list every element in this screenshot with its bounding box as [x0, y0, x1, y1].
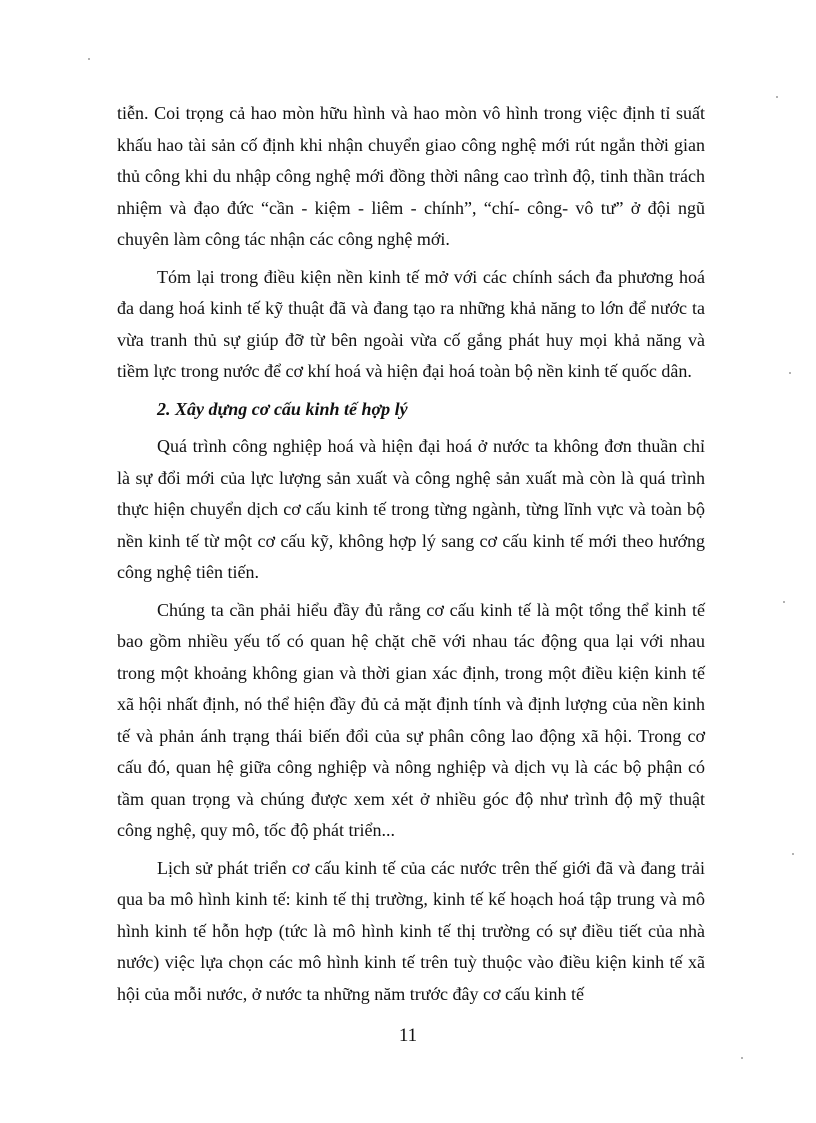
paragraph-continued: tiễn. Coi trọng cả hao mòn hữu hình và hao mòn vô hình trong việc định tỉ suất khấu hao tài sản cố định khi nhận chuyển giao công nghệ mới rút ngắn thời gian thủ công khi du nhập công nghệ mới đồng thời nâng cao trình độ, tinh thần trách nhiệm và đạo đức “cần - kiệm - liêm - chính”, “chí- công- vô tư” ở đội ngũ chuyên làm công tác nhận các công nghệ mới.	[117, 103, 705, 249]
page-number: 11	[398, 1025, 418, 1046]
scan-speck	[88, 58, 90, 60]
scan-speck	[783, 601, 785, 603]
scan-speck	[776, 96, 778, 98]
section-heading: 2. Xây dựng cơ cấu kinh tế hợp lý	[157, 398, 408, 419]
scan-speck	[741, 1057, 743, 1059]
paragraph-industrialization: Quá trình công nghiệp hoá và hiện đại hoá ở nước ta không đơn thuần chỉ là sự đổi mới của lực lượng sản xuất và công nghệ sản xuất mà còn là quá trình thực hiện chuyển dịch cơ cấu kinh tế trong từng ngành, từng lĩnh vực và toàn bộ nền kinh tế từ một cơ cấu kỹ, không hợp lý sang cơ cấu kinh tế mới theo hướng công nghệ tiên tiến.	[117, 436, 705, 582]
paragraph-economic-structure: Chúng ta cần phải hiểu đầy đủ rằng cơ cấu kinh tế là một tổng thể kinh tế bao gồm nhiều yếu tố có quan hệ chặt chẽ với nhau tác động qua lại với nhau trong một khoảng không gian và thời gian xác định, trong một điều kiện kinh tế xã hội nhất định, nó thể hiện đầy đủ cả mặt định tính và định lượng của nền kinh tế và phản ánh trạng thái biến đổi của sự phân công lao động xã hội. Trong cơ cấu đó, quan hệ giữa công nghiệp và nông nghiệp và dịch vụ là các bộ phận có tầm quan trọng và chúng được xem xét ở nhiều góc độ như trình độ mỹ thuật công nghệ, quy mô, tốc độ phát triển...	[117, 599, 705, 840]
scan-speck	[789, 372, 791, 374]
paragraph-summary: Tóm lại trong điều kiện nền kinh tế mở với các chính sách đa phương hoá đa dang hoá kinh tế kỹ thuật đã và đang tạo ra những khả năng to lớn để nước ta vừa tranh thủ sự giúp đỡ từ bên ngoài vừa cố gắng phát huy mọi khả năng và tiềm lực trong nước để cơ khí hoá và hiện đại hoá toàn bộ nền kinh tế quốc dân.	[117, 266, 705, 381]
body-text	[117, 98, 705, 1016]
scan-speck	[792, 853, 794, 855]
paragraph-history: Lịch sử phát triển cơ cấu kinh tế của các nước trên thế giới đã và đang trải qua ba mô hình kinh tế: kinh tế thị trường, kinh tế kế hoạch hoá tập trung và mô hình kinh tế hỗn hợp (tức là mô hình kinh tế thị trường có sự điều tiết của nhà nước) việc lựa chọn các mô hình kinh tế trên tuỳ thuộc vào điều kiện kinh tế xã hội của mỗi nước, ở nước ta những năm trước đây cơ cấu kinh tế	[117, 857, 705, 1004]
